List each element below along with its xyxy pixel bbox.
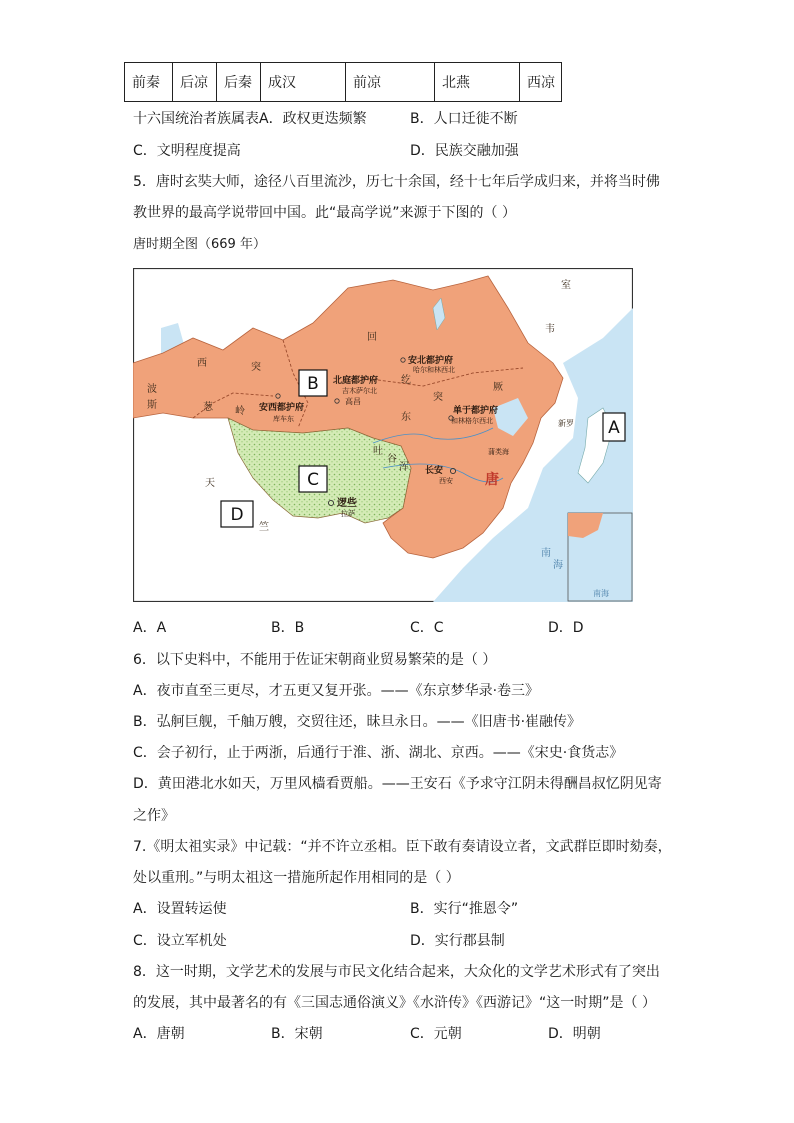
q6-option-d-cont: 之作》 — [133, 808, 175, 824]
city-label: 蒲类海 — [488, 448, 509, 456]
map-label: 新罗 — [558, 419, 574, 428]
city-label: 吉木萨尔北 — [342, 387, 377, 395]
city-label: 库车东 — [273, 415, 294, 423]
q5-option-a[interactable]: A．A — [133, 620, 167, 636]
map-label: 吐 — [373, 446, 383, 457]
map-label: 南 — [541, 548, 551, 559]
q6-option-c[interactable]: C．会子初行，止于两浙，后通行于淮、浙、湖北、京西。——《宋史·食货志》 — [133, 745, 624, 761]
q7-option-d[interactable]: D．实行郡县制 — [410, 933, 505, 949]
q8-option-d[interactable]: D．明朝 — [548, 1026, 601, 1042]
map-label: 韦 — [545, 324, 555, 335]
tang-map-svg — [133, 268, 633, 602]
table-cell: 前凉 — [346, 63, 435, 102]
city-label: 长安 — [425, 466, 444, 476]
q5-stem-line2: 教世界的最高学说带回中国。此“最高学说”来源于下图的（ ） — [133, 205, 516, 221]
q8-option-b[interactable]: B．宋朝 — [271, 1026, 323, 1042]
map-label: 突 — [251, 362, 261, 373]
city-label: 和林格尔西北 — [451, 417, 493, 425]
q7-option-c[interactable]: C．设立军机处 — [133, 933, 227, 949]
q5-option-d[interactable]: D．D — [548, 620, 584, 636]
q4-stem-row — [133, 109, 367, 129]
map-label: 海 — [553, 560, 563, 571]
q8-stem-line2: 的发展，其中最著名的有《三国志通俗演义》《水浒传》《西游记》“这一时期”是（ ） — [133, 995, 656, 1011]
city-label: 西安 — [439, 477, 453, 485]
q5-option-c[interactable]: C．C — [410, 620, 444, 636]
city-label: 安西都护府 — [259, 403, 305, 413]
table-cell: 成汉 — [261, 63, 346, 102]
map-label: 斯 — [147, 400, 157, 411]
q5-stem-line1: 5．唐时玄奘大师，途径八百里流沙，历七十余国，经十七年后学成归来，并将当时佛 — [133, 174, 660, 190]
marker-a-label: A — [608, 418, 620, 438]
q8-option-c[interactable]: C．元朝 — [410, 1026, 462, 1042]
marker-c-label: C — [307, 470, 319, 490]
city-label: 拉萨 — [341, 510, 355, 518]
map-label: 纥 — [401, 375, 411, 386]
table-row — [125, 63, 562, 102]
q8-option-a[interactable]: A．唐朝 — [133, 1026, 185, 1042]
marker-b-label: B — [307, 374, 319, 394]
table-cell: 前秦 — [125, 63, 173, 102]
city-label: 安北都护府 — [408, 356, 454, 366]
marker-d-label: D — [230, 505, 244, 525]
map-label: 回 — [367, 332, 377, 343]
q6-option-b[interactable]: B．弘舸巨舰，千舳万艘，交贸往还，昧旦永日。——《旧唐书·崔融传》 — [133, 714, 582, 730]
table-cell: 北燕 — [435, 63, 520, 102]
city-label: 逻些 — [337, 498, 357, 509]
map-label-tang: 唐 — [485, 472, 499, 488]
q4-stem-tail: 十六国统治者族属表 — [133, 111, 259, 127]
map-label: 波 — [147, 384, 157, 395]
q7-option-a[interactable]: A．设置转运使 — [133, 901, 227, 917]
map-label: 葱 — [203, 402, 213, 413]
q6-option-a[interactable]: A．夜市直至三更尽，才五更又复开张。——《东京梦华录·卷三》 — [133, 683, 540, 699]
map-label: 竺 — [259, 522, 269, 533]
map-label: 谷 — [387, 454, 397, 465]
q4-option-c[interactable]: C．文明程度提高 — [133, 143, 241, 159]
q4-option-d[interactable]: D．民族交融加强 — [410, 143, 519, 159]
q7-option-b[interactable]: B．实行“推恩令” — [410, 901, 519, 917]
q6-option-d[interactable]: D．黄田港北水如天，万里风樯看贾船。——王安石《予求守江阴未得酬昌叔忆阴见寄 — [133, 776, 662, 792]
q6-stem: 6．以下史料中，不能用于佐证宋朝商业贸易繁荣的是（ ） — [133, 652, 497, 668]
city-label: 单于都护府 — [453, 406, 499, 416]
map-label: 浑 — [399, 462, 409, 473]
table-cell: 西凉 — [520, 63, 562, 102]
map-label: 突 — [433, 392, 443, 403]
q4-option-b[interactable]: B．人口迁徙不断 — [410, 111, 518, 127]
map-label: 岭 — [235, 406, 245, 417]
city-label: 北庭都护府 — [333, 376, 379, 386]
city-label: 高昌 — [345, 397, 361, 406]
map-label: 南海 — [593, 589, 609, 598]
map-label: 西 — [197, 358, 207, 369]
q4-option-a[interactable]: A．政权更迭频繁 — [259, 111, 367, 127]
q7-stem-line1: 7.《明太祖实录》中记载：“并不许立丞相。臣下敢有奏请设立者，文武群臣即时劾奏， — [133, 839, 672, 855]
kingdom-table — [124, 62, 562, 102]
map-label: 东 — [401, 412, 411, 423]
map-label: 厥 — [493, 382, 503, 393]
q8-stem-line1: 8．这一时期，文学艺术的发展与市民文化结合起来，大众化的文学艺术形式有了突出 — [133, 964, 660, 980]
tang-map — [133, 268, 633, 602]
table-cell: 后凉 — [173, 63, 217, 102]
map-label: 天 — [205, 478, 215, 489]
table-cell: 后秦 — [217, 63, 261, 102]
q5-option-b[interactable]: B．B — [271, 620, 305, 636]
q7-stem-line2: 处以重刑。”与明太祖这一措施所起作用相同的是（ ） — [133, 870, 460, 886]
city-label: 哈尔和林西北 — [413, 366, 455, 374]
map-caption: 唐时期全图（669 年） — [133, 237, 266, 252]
map-label: 室 — [561, 280, 571, 291]
